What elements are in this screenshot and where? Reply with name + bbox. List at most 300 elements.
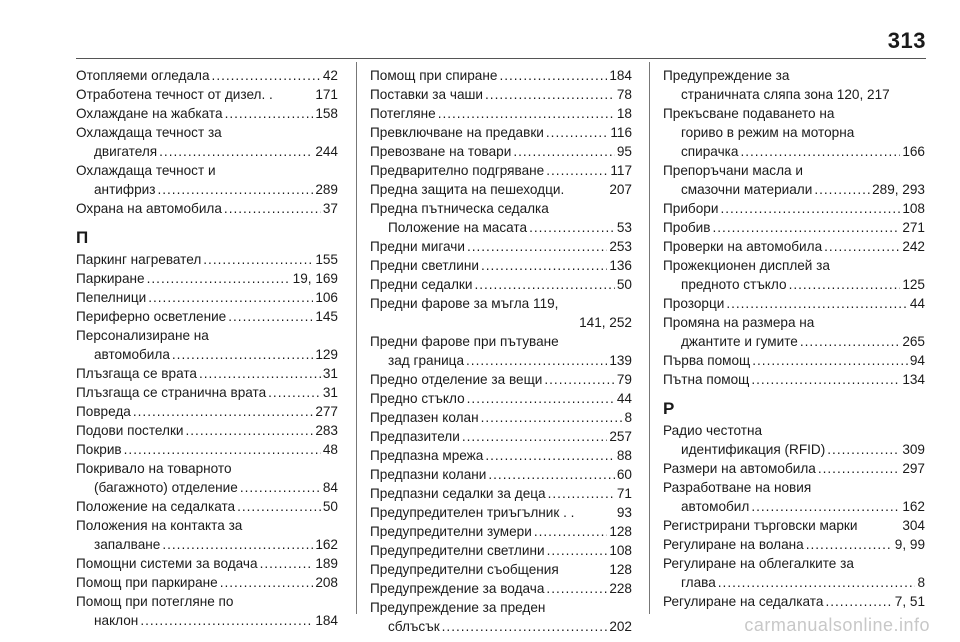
index-entry <box>76 288 338 307</box>
index-term: Предни седалки <box>370 277 473 292</box>
index-entry-line <box>370 161 632 180</box>
index-entry-line <box>663 592 925 611</box>
page-reference: 108 <box>609 543 632 558</box>
index-entry-line <box>76 199 338 218</box>
index-entry <box>663 459 925 478</box>
index-term: Предпазни колани <box>370 467 487 482</box>
index-entry-line <box>76 123 338 142</box>
dot-leader <box>228 307 313 326</box>
page-reference: 162 <box>902 499 925 514</box>
page-reference: 289, 293 <box>872 182 925 197</box>
index-term: Охлаждаща течност и <box>76 163 216 178</box>
index-entry <box>76 326 338 364</box>
page-reference: 116 <box>610 125 632 140</box>
dot-leader <box>513 142 615 161</box>
index-entry <box>76 592 338 630</box>
page-reference: 136 <box>609 258 632 273</box>
page-reference: 106 <box>315 290 338 305</box>
index-entry <box>663 313 925 351</box>
page-reference: 297 <box>902 461 925 476</box>
dot-leader <box>825 592 892 611</box>
index-entry-line <box>370 598 632 617</box>
dot-leader <box>148 288 313 307</box>
index-term: Положения на контакта за <box>76 518 243 533</box>
dot-leader <box>220 573 314 592</box>
dot-leader <box>124 440 321 459</box>
dot-leader <box>481 408 623 427</box>
index-term: Регулиране на седалката <box>663 594 824 609</box>
index-entry <box>76 269 338 288</box>
page-reference: 128 <box>609 562 632 577</box>
index-entry-line <box>76 592 338 611</box>
index-entry-line <box>76 402 338 421</box>
index-entry-line <box>663 237 925 256</box>
index-entry-line <box>663 256 925 275</box>
index-entry-line <box>370 85 632 104</box>
index-term: Повреда <box>76 404 131 419</box>
page-reference: 48 <box>322 442 338 457</box>
index-term: Покрив <box>76 442 122 457</box>
page-reference: 145 <box>315 309 338 324</box>
page-reference: 31 <box>322 366 338 381</box>
index-entry-line <box>370 408 632 427</box>
page-reference: 9, 99 <box>894 537 925 552</box>
index-entry-line <box>663 104 925 123</box>
index-term: Помощ при потегляне по <box>76 594 234 609</box>
index-entry-line <box>370 332 632 351</box>
page-reference: 155 <box>315 252 338 267</box>
index-entry <box>663 161 925 199</box>
index-entry <box>370 237 632 256</box>
page-number: 313 <box>887 28 926 53</box>
page-reference: 228 <box>609 581 632 596</box>
index-entry-line <box>76 142 338 161</box>
index-entry <box>370 427 632 446</box>
index-entry <box>76 573 338 592</box>
index-term: Пътна помощ <box>663 372 750 387</box>
index-entry-line <box>370 123 632 142</box>
index-term: Предупредителни съобщения <box>370 562 559 577</box>
index-entry <box>76 307 338 326</box>
index-entry <box>663 516 925 535</box>
index-entry-line <box>76 478 338 497</box>
page-reference: 129 <box>315 347 338 362</box>
index-term: гориво в режим на моторна <box>681 125 855 140</box>
dot-leader <box>462 427 607 446</box>
dot-leader <box>718 573 916 592</box>
page-reference: 8 <box>624 410 632 425</box>
index-term: Предупредителни зумери <box>370 524 532 539</box>
index-entry <box>370 332 632 370</box>
dot-leader <box>485 446 615 465</box>
index-entry-line <box>663 161 925 180</box>
index-entry <box>76 497 338 516</box>
index-entry-line <box>663 497 925 516</box>
dot-leader <box>133 402 313 421</box>
dot-leader <box>720 199 900 218</box>
column-divider <box>649 62 650 614</box>
page-reference: 289 <box>315 182 338 197</box>
dot-leader <box>224 199 321 218</box>
index-term: Регистрирани търговски марки <box>663 518 858 533</box>
index-term: Прожекционен дисплей за <box>663 258 830 273</box>
page-reference: 309 <box>902 442 925 457</box>
header-rule <box>76 58 926 59</box>
dot-leader <box>713 218 901 237</box>
dot-leader <box>726 294 908 313</box>
dot-leader <box>485 85 615 104</box>
index-term: Предупредителни светлини <box>370 543 545 558</box>
index-entry-line <box>663 421 925 440</box>
dot-leader <box>548 484 615 503</box>
page-reference: 60 <box>616 467 632 482</box>
dot-leader <box>547 541 608 560</box>
page-reference: 184 <box>609 68 632 83</box>
dot-leader <box>467 389 615 408</box>
index-entry-line <box>663 554 925 573</box>
index-term: Регулиране на волана <box>663 537 804 552</box>
dot-leader <box>827 440 900 459</box>
index-entry-line <box>370 503 632 522</box>
index-entry <box>370 522 632 541</box>
index-term: джантите и гумите <box>681 334 798 349</box>
index-entry-line <box>76 288 338 307</box>
index-entry <box>76 459 338 497</box>
index-entry <box>370 180 632 199</box>
page-reference: 50 <box>322 499 338 514</box>
index-term: Плъзгаща се странична врата <box>76 385 267 400</box>
index-entry-line <box>663 123 925 142</box>
dot-leader <box>240 478 321 497</box>
dot-leader <box>159 142 313 161</box>
index-entry-line <box>76 345 338 364</box>
index-entry <box>370 275 632 294</box>
page-reference: 108 <box>902 201 925 216</box>
index-entry <box>370 256 632 275</box>
page-reference: 95 <box>616 144 632 159</box>
index-term: Паркинг нагревател <box>76 252 202 267</box>
index-entry <box>663 199 925 218</box>
index-entry-line <box>370 199 632 218</box>
index-entry-line <box>76 535 338 554</box>
index-entry-line <box>76 421 338 440</box>
dot-leader <box>544 370 615 389</box>
index-term: антифриз <box>94 182 156 197</box>
index-entry-line <box>76 161 338 180</box>
dot-leader <box>481 256 607 275</box>
index-term: Предни фарове при пътуване <box>370 334 559 349</box>
dot-leader <box>529 218 615 237</box>
index-term: Подови постелки <box>76 423 184 438</box>
page-reference: 44 <box>616 391 632 406</box>
page-reference: 277 <box>315 404 338 419</box>
dot-leader <box>225 104 314 123</box>
index-entry-line <box>370 560 632 579</box>
index-entry <box>370 199 632 237</box>
index-entry <box>76 421 338 440</box>
page-reference: 158 <box>315 106 338 121</box>
page-reference: 128 <box>609 524 632 539</box>
index-entry <box>370 104 632 123</box>
dot-leader <box>814 180 870 199</box>
index-entry <box>76 250 338 269</box>
page-reference: 141, 252 <box>579 315 632 330</box>
page-reference: 42 <box>322 68 338 83</box>
index-entry-line <box>663 275 925 294</box>
dot-leader <box>442 617 608 636</box>
index-term: Плъзгаща се врата <box>76 366 197 381</box>
index-term: Поставки за чаши <box>370 87 484 102</box>
index-entry <box>370 503 632 522</box>
page-reference: 88 <box>616 448 632 463</box>
page-reference: 37 <box>322 201 338 216</box>
index-entry-line <box>663 459 925 478</box>
index-entry-line <box>663 313 925 332</box>
column-divider <box>356 62 357 614</box>
index-entry <box>76 440 338 459</box>
index-entry <box>370 142 632 161</box>
page-reference: 117 <box>610 163 632 178</box>
index-term: Предупреждение за водача <box>370 581 545 596</box>
index-entry <box>370 484 632 503</box>
index-entry <box>370 389 632 408</box>
page-reference: 79 <box>616 372 632 387</box>
dot-leader <box>546 161 608 180</box>
index-entry <box>663 370 925 389</box>
index-term: Покривало на товарното <box>76 461 232 476</box>
page-reference: 84 <box>322 480 338 495</box>
index-entry <box>370 85 632 104</box>
page-reference: 93 <box>616 505 632 520</box>
page-reference: 134 <box>902 372 925 387</box>
dot-leader <box>172 345 313 364</box>
index-entry-line <box>370 294 632 313</box>
index-entry <box>370 370 632 389</box>
index-term: Отопляеми огледала <box>76 68 210 83</box>
page-reference: 202 <box>609 619 632 634</box>
index-entry <box>663 351 925 370</box>
index-entry <box>663 554 925 592</box>
page-reference: 244 <box>315 144 338 159</box>
dot-leader <box>162 535 313 554</box>
dot-leader <box>474 275 614 294</box>
index-term: Пепелници <box>76 290 147 305</box>
dot-leader <box>534 522 608 541</box>
page-reference: 18 <box>616 106 632 121</box>
index-entry <box>76 199 338 218</box>
index-entry <box>370 579 632 598</box>
page-reference: 7, 51 <box>894 594 925 609</box>
index-column-3 <box>663 66 925 616</box>
index-entry <box>370 598 632 636</box>
index-term: Предни фарове за мъгла 119, <box>370 296 559 311</box>
index-entry <box>76 554 338 573</box>
index-term: Първа помощ <box>663 353 751 368</box>
index-entry <box>76 402 338 421</box>
index-entry <box>663 535 925 554</box>
index-entry-line <box>76 326 338 345</box>
index-term: предното стъкло <box>681 277 787 292</box>
index-entry-line <box>370 484 632 503</box>
index-entry <box>663 256 925 294</box>
dot-leader <box>752 351 908 370</box>
index-term: Предпазен колан <box>370 410 479 425</box>
index-entry-line <box>370 142 632 161</box>
index-term: двигателя <box>94 144 158 159</box>
index-entry-line <box>663 573 925 592</box>
index-entry <box>76 104 338 123</box>
page-reference: 162 <box>315 537 338 552</box>
dot-leader <box>147 269 291 288</box>
index-entry <box>663 237 925 256</box>
page-reference: 8 <box>917 575 925 590</box>
index-term: Охрана на автомобила <box>76 201 222 216</box>
index-term: Периферно осветление <box>76 309 227 324</box>
index-entry-line <box>663 351 925 370</box>
index-term: Разработване на новия <box>663 480 812 495</box>
page-reference: 19, 169 <box>292 271 338 286</box>
dot-leader <box>751 497 900 516</box>
index-entry <box>76 161 338 199</box>
index-entry-line <box>76 440 338 459</box>
index-entry-line <box>663 85 925 104</box>
index-entry <box>370 560 632 579</box>
index-entry <box>76 66 338 85</box>
index-entry-line <box>370 313 632 332</box>
page-reference: 94 <box>909 353 925 368</box>
index-term: Прибори <box>663 201 719 216</box>
index-term: Размери на автомобила <box>663 461 816 476</box>
page-reference: 242 <box>902 239 925 254</box>
index-entry <box>76 383 338 402</box>
index-entry <box>370 541 632 560</box>
page-reference: 139 <box>609 353 632 368</box>
index-term: (багажното) отделение <box>94 480 238 495</box>
index-entry <box>663 294 925 313</box>
page-reference: 50 <box>616 277 632 292</box>
dot-leader <box>800 332 900 351</box>
page-reference: 53 <box>616 220 632 235</box>
dot-leader <box>203 250 313 269</box>
index-term: Охлаждаща течност за <box>76 125 222 140</box>
index-entry <box>370 465 632 484</box>
index-term: Прекъсване подаването на <box>663 106 835 121</box>
index-entry-line <box>663 294 925 313</box>
index-entry-line <box>663 440 925 459</box>
dot-leader <box>824 237 900 256</box>
index-entry <box>663 421 925 459</box>
index-entry-line <box>76 383 338 402</box>
index-entry-line <box>663 478 925 497</box>
index-term: Проверки на автомобила <box>663 239 823 254</box>
index-term: Положение на седалката <box>76 499 236 514</box>
index-entry <box>663 592 925 611</box>
index-term: Радио честотна <box>663 423 763 438</box>
index-term: Персонализиране на <box>76 328 209 343</box>
index-term: Препоръчани масла и <box>663 163 803 178</box>
page-reference: 31 <box>322 385 338 400</box>
index-entry-line <box>663 332 925 351</box>
index-term: спирачка <box>681 144 739 159</box>
dot-leader <box>499 66 607 85</box>
index-entry-line <box>370 180 632 199</box>
index-term: Превключване на предавки <box>370 125 544 140</box>
dot-leader <box>199 364 321 383</box>
page-reference: 166 <box>902 144 925 159</box>
index-term: Превозване на товари <box>370 144 512 159</box>
index-term: Предна защита на пешеходци. <box>370 182 565 197</box>
index-letter-heading: П <box>76 228 89 247</box>
index-term: сблъсък <box>388 619 440 634</box>
index-entry-line <box>76 459 338 478</box>
index-entry <box>76 516 338 554</box>
index-entry-line <box>76 66 338 85</box>
dot-leader <box>546 123 608 142</box>
index-term: Пробив <box>663 220 711 235</box>
dot-leader <box>488 465 615 484</box>
index-column-1 <box>76 66 338 628</box>
page-reference: 253 <box>609 239 632 254</box>
index-term: Промяна на размера на <box>663 315 815 330</box>
index-term: наклон <box>94 613 139 628</box>
page-reference: 304 <box>902 518 925 533</box>
dot-leader <box>140 611 313 630</box>
page-reference: 283 <box>315 423 338 438</box>
index-term: страничната сляпа зона 120, 217 <box>681 87 890 102</box>
page-reference: 184 <box>315 613 338 628</box>
index-entry-line <box>76 554 338 573</box>
index-entry <box>370 446 632 465</box>
index-term: запалване <box>94 537 161 552</box>
index-entry-line <box>76 180 338 199</box>
index-term: Предни мигачи <box>370 239 465 254</box>
index-term: Потегляне <box>370 106 436 121</box>
index-term: Помощ при паркиране <box>76 575 218 590</box>
index-entry-line <box>76 250 338 269</box>
index-entry-line <box>663 218 925 237</box>
index-entry-line <box>370 370 632 389</box>
index-term: Помощ при спиране <box>370 68 498 83</box>
index-term: Охлаждане на жабката <box>76 106 223 121</box>
index-term: Предни светлини <box>370 258 479 273</box>
dot-leader <box>789 275 901 294</box>
index-term: Предно отделение за вещи <box>370 372 543 387</box>
index-entry-line <box>370 465 632 484</box>
index-term: Предварително подгряване <box>370 163 545 178</box>
index-entry <box>370 161 632 180</box>
index-entry-line <box>370 218 632 237</box>
index-entry-line <box>76 104 338 123</box>
index-entry-line <box>370 256 632 275</box>
page-reference: 78 <box>616 87 632 102</box>
index-entry-line <box>663 66 925 85</box>
index-entry-line <box>370 617 632 636</box>
dot-leader <box>438 104 615 123</box>
dot-leader <box>466 351 607 370</box>
index-entry-line <box>370 66 632 85</box>
index-entry <box>76 123 338 161</box>
index-term: Предпазители <box>370 429 460 444</box>
index-entry-line <box>370 541 632 560</box>
index-term: глава <box>681 575 716 590</box>
index-term: Предна пътническа седалка <box>370 201 549 216</box>
index-entry <box>370 294 632 332</box>
dot-leader <box>212 66 321 85</box>
index-entry-line <box>370 104 632 123</box>
page-reference: 257 <box>609 429 632 444</box>
index-term: смазочни материали <box>681 182 813 197</box>
dot-leader <box>818 459 900 478</box>
